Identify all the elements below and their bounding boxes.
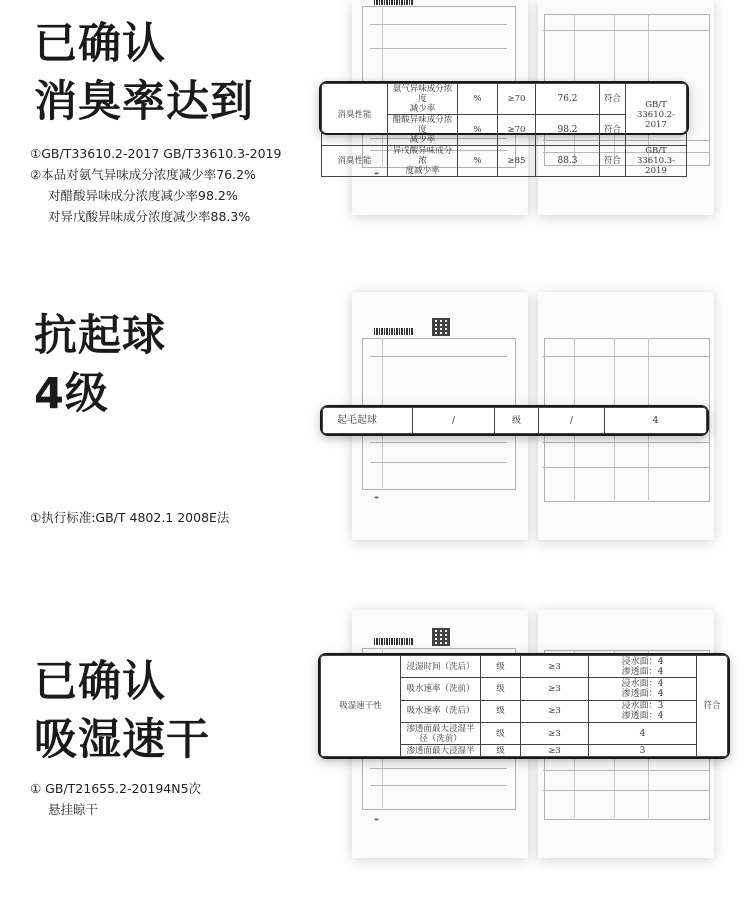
item-cell: 吸水速率（洗前） <box>401 678 481 700</box>
barcode <box>374 328 414 335</box>
unit-cell: 级 <box>481 722 521 744</box>
requirement-cell: ≥3 <box>521 700 589 722</box>
table-row <box>322 146 687 177</box>
note-line: 对异戊酸异味成分浓度减少率88.3% <box>48 209 251 224</box>
unit-cell: % <box>458 84 498 115</box>
value-cell: 浸水面：3 渗透面：4 <box>589 700 697 722</box>
verdict-cell: 符合 <box>697 656 728 757</box>
item-cell: 渗透面最大浸湿半 <box>401 745 481 757</box>
note-line: 悬挂晾干 <box>48 802 99 817</box>
deodorization-result-table <box>321 83 687 177</box>
table-line <box>543 467 708 468</box>
table-line <box>370 48 507 49</box>
table-row <box>323 408 707 434</box>
note-line: ① GB/T21655.2-20194N5次 <box>30 781 202 796</box>
value-cell: 3 <box>589 745 697 757</box>
category-cell: 吸湿速干性 <box>321 656 401 757</box>
requirement-cell: / <box>539 408 605 434</box>
title-line-1: 已确认 <box>34 19 166 69</box>
item-cell: 起毛起球 <box>323 408 413 434</box>
item-cell: 异戊酸异味成分浓 度减少率 <box>388 146 458 177</box>
value-cell: 4 <box>589 722 697 744</box>
unit-left-cell: / <box>413 408 495 434</box>
unit-cell: 级 <box>481 678 521 700</box>
table-line <box>370 24 507 25</box>
value-cell: 76.2 <box>536 84 600 115</box>
table-line <box>543 356 708 357</box>
note-line: ①GB/T33610.2-2017 GB/T33610.3-2019 <box>30 146 282 161</box>
item-cell: 氨气异味成分浓度 减少率 <box>388 84 458 115</box>
qr-code-icon <box>432 318 450 336</box>
section-deodorization <box>0 0 750 300</box>
barcode <box>374 0 414 5</box>
value-cell: 88.3 <box>536 146 600 177</box>
pilling-result-table <box>322 407 707 434</box>
barcode <box>374 638 414 645</box>
verdict-cell: 符合 <box>600 146 626 177</box>
unit-cell: % <box>458 115 498 146</box>
table-line <box>370 785 507 786</box>
note-line: ①执行标准:GB/T 4802.1 2008E法 <box>30 510 230 525</box>
qr-code-icon <box>432 628 450 646</box>
note-line: 对醋酸异味成分浓度减少率98.2% <box>48 188 238 203</box>
unit-cell: 级 <box>481 745 521 757</box>
table-line <box>543 30 708 31</box>
requirement-cell: ≥3 <box>521 745 589 757</box>
note-line: ②本品对氨气异味成分浓度减少率76.2% <box>30 167 256 182</box>
table-line <box>370 442 507 443</box>
verdict-cell: 符合 <box>600 115 626 146</box>
requirement-cell: ≥85 <box>498 146 536 177</box>
unit-cell: 级 <box>495 408 539 434</box>
item-cell: 渗透面最大浸湿半 径（洗前） <box>401 722 481 744</box>
section-notes <box>30 143 281 227</box>
quick-dry-result-table <box>320 655 728 757</box>
title-line-2: 吸湿速干 <box>34 715 210 765</box>
table-line <box>370 462 507 463</box>
title-line-1: 抗起球 <box>34 311 166 361</box>
requirement-cell: ≥70 <box>498 115 536 146</box>
table-line <box>543 770 708 771</box>
section-title <box>34 18 254 128</box>
signature-mark: ✒ <box>374 816 380 824</box>
table-line <box>370 768 507 769</box>
item-cell: 醋酸异味成分浓度 减少率 <box>388 115 458 146</box>
table-line <box>370 356 507 357</box>
category-cell: 消臭性能 <box>322 146 388 177</box>
item-cell: 吸水速率（洗后） <box>401 700 481 722</box>
requirement-cell: ≥3 <box>521 722 589 744</box>
section-notes <box>30 507 229 528</box>
value-cell: 浸水面：4 渗透面：4 <box>589 678 697 700</box>
section-title <box>34 310 166 420</box>
value-cell: 98.2 <box>536 115 600 146</box>
signature-mark: ✒ <box>374 494 380 502</box>
section-quick-dry <box>0 600 750 911</box>
section-anti-pilling <box>0 290 750 590</box>
pilling-result-callout <box>320 405 709 436</box>
table-row <box>322 84 687 115</box>
item-cell: 浸湿时间（洗后） <box>401 656 481 678</box>
standard-cell: GB/T 33610.3-2019 <box>626 146 687 177</box>
table-line <box>543 790 708 791</box>
section-title <box>34 656 210 766</box>
title-line-2: 4级 <box>34 369 109 419</box>
requirement-cell: ≥3 <box>521 678 589 700</box>
deodorization-result-callout <box>319 81 689 176</box>
unit-cell: 级 <box>481 700 521 722</box>
verdict-cell: 符合 <box>600 84 626 115</box>
table-line <box>543 442 708 443</box>
unit-cell: 级 <box>481 656 521 678</box>
requirement-cell: ≥70 <box>498 84 536 115</box>
title-line-2: 消臭率达到 <box>34 77 254 127</box>
title-line-1: 已确认 <box>34 657 166 707</box>
table-row <box>321 656 728 678</box>
standard-cell: GB/T 33610.2-2017 <box>626 84 687 146</box>
category-cell: 消臭性能 <box>322 84 388 146</box>
value-cell: 4 <box>605 408 707 434</box>
quick-dry-result-callout <box>318 653 730 759</box>
requirement-cell: ≥3 <box>521 656 589 678</box>
signature-mark: ✒ <box>374 170 380 178</box>
value-cell: 浸水面：4 渗透面：4 <box>589 656 697 678</box>
section-notes <box>30 778 201 820</box>
unit-cell: % <box>458 146 498 177</box>
